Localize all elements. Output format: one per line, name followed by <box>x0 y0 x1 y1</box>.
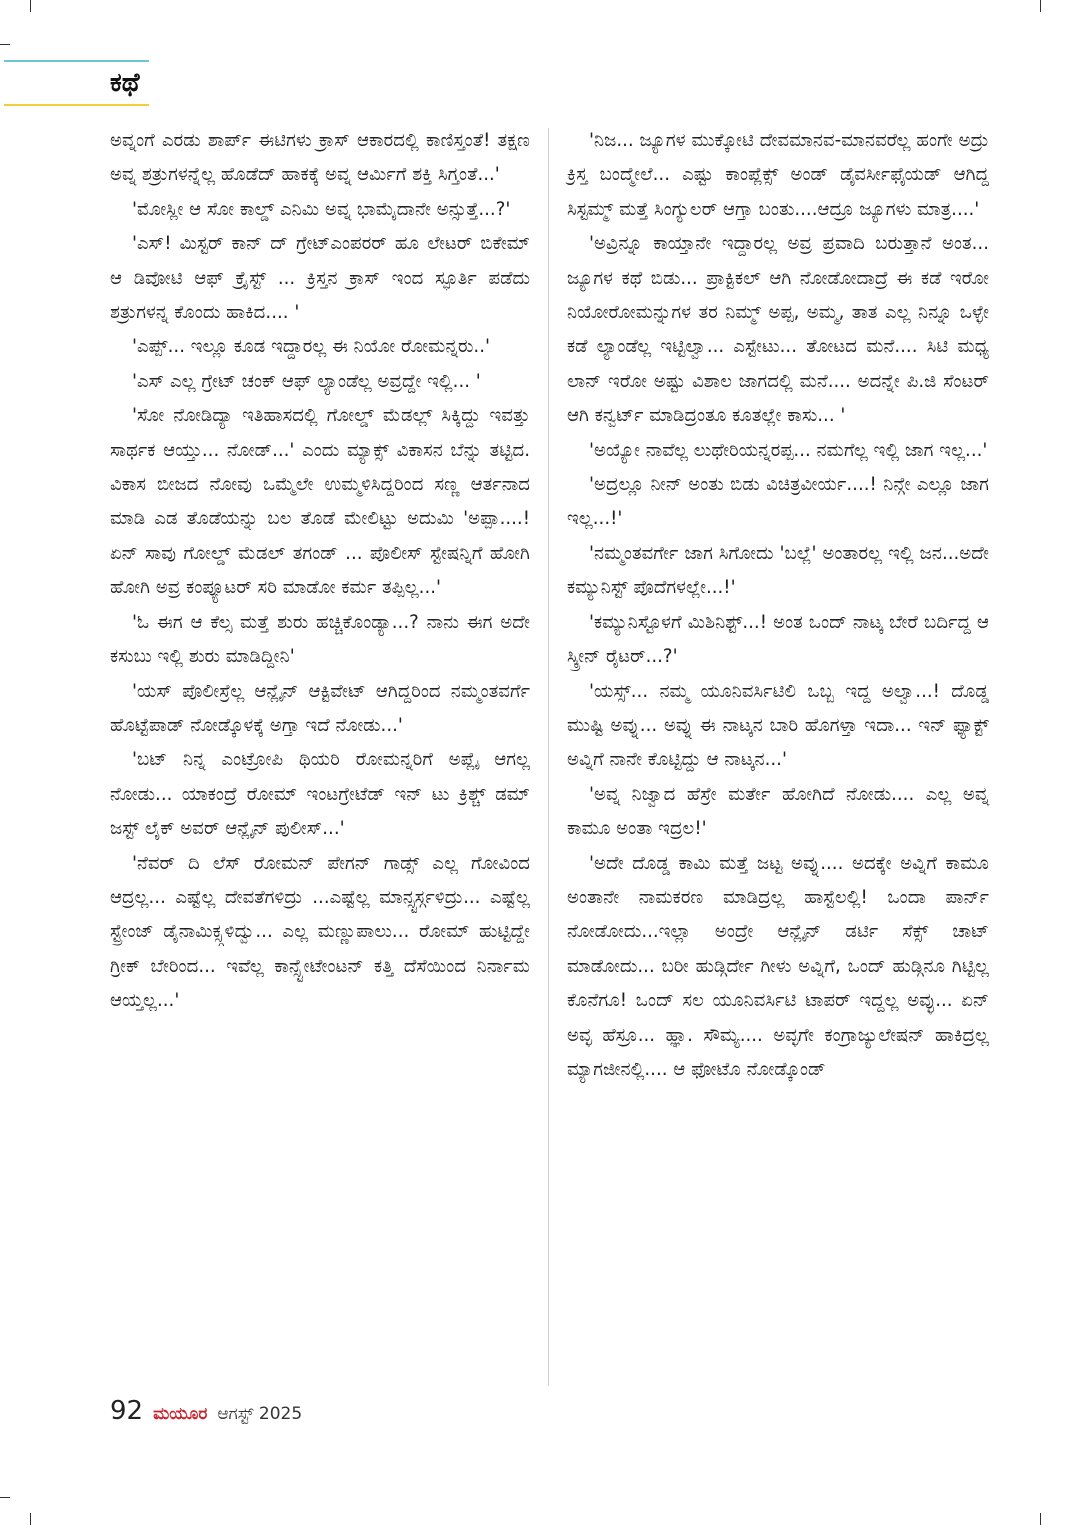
page-footer <box>110 1396 302 1426</box>
paragraph: 'ಓ ಈಗ ಆ ಕೆಲ್ಸ ಮತ್ತೆ ಶುರು ಹಚ್ಚಿಕೊಂಡ್ಯಾ...? ನಾನು ಈಗ ಅದೇ ಕಸುಬು ಇಲ್ಲಿ ಶುರು ಮಾಡಿದ್ದೀನಿ' <box>110 611 530 668</box>
paragraph: 'ಎಸ್ ಎಲ್ಲ ಗ್ರೇಟ್ ಚಂಕ್ ಆಫ್ ಲ್ಯಾಂಡೆಲ್ಲ ಅವ್ರದ್ದೇ ಇಲ್ಲಿ... ' <box>132 370 481 392</box>
paragraph: 'ಎಪ್ಪ್... ಇಲ್ಲೂ ಕೂಡ ಇದ್ದಾರಲ್ಲ ಈ ನಿಯೋ ರೋಮನ್ನರು..' <box>132 336 490 358</box>
crop-mark <box>1040 1513 1041 1525</box>
paragraph: 'ನಮ್ಮಂತವರ್ಗೇ ಜಾಗ ಸಿಗೋದು 'ಬಲ್ಲೆ' ಅಂತಾರಲ್ಲ ಇಲ್ಲಿ ಜನ...ಅದೇ ಕಮ್ಯುನಿಸ್ಟ್ ಪೊದೆಗಳಲ್ಲೇ...!' <box>567 542 989 599</box>
paragraph: 'ಅವ್ರಿನ್ನೂ ಕಾಯ್ತಾನೇ ಇದ್ದಾರಲ್ಲ ಅವ್ರ ಪ್ರವಾದಿ ಬರುತ್ತಾನೆ ಅಂತ... ಜ್ಯೂಗಳ ಕಥೆ ಬಿಡು... ಪ್ರಾಕ್ಟಿಕಲ್ ಆಗಿ ನೋಡೋದಾದ್ರೆ ಈ ಕಡೆ ಇರೋ ನಿಯೋರೋಮನ್ನುಗಳ ತರ ನಿಮ್ಮ್ ಅಪ್ಪ, ಅಮ್ಮ, ತಾತ ಎಲ್ಲ ನಿನ್ನೂ ಒಳ್ಳೇ ಕಡೆ ಲ್ಯಾಂಡೆಲ್ಲ ಇಟ್ಟಿಲ್ವಾ... ಎಸ್ಟೇಟು... ತೋಟದ ಮನೆ.... ಸಿಟಿ ಮಧ್ಯ ಲಾನ್ ಇರೋ ಅಷ್ಟು ವಿಶಾಲ ಜಾಗದಲ್ಲಿ ಮನೆ.... ಅದನ್ನೇ ಪಿ.ಜಿ ಸೆಂಟರ್ ಆಗಿ ಕನ್ವರ್ಟ್ ಮಾಡಿದ್ರಂತೂ ಕೂತಲ್ಲೇ ಕಾಸು... ' <box>567 233 989 427</box>
page-number: 92 <box>110 1396 144 1426</box>
section-title: ಕಥೆ <box>110 68 140 98</box>
paragraph: 'ನೆವರ್ ದಿ ಲೆಸ್ ರೋಮನ್ ಪೇಗನ್ ಗಾಡ್ಸ್ ಎಲ್ಲ ಗೋವಿಂದ ಆದ್ರಲ್ಲ... ಎಷ್ಟೆಲ್ಲ ದೇವತೆಗಳಿದ್ರು ...ಎಷ್ಟೆಲ್ಲ ಮಾನ್ಸ್ಟರ್ಸ್ಗಳಿದ್ರು... ಎಷ್ಟೆಲ್ಲ ಸ್ಟ್ರೇಂಜ್ ಡೈನಾಮಿಕ್ಸ್ಗಳಿದ್ವು... ಎಲ್ಲ ಮಣ್ಣುಪಾಲು... ರೋಮ್ ಹುಟ್ಟಿದ್ದೇ ಗ್ರೀಕ್ ಬೇರಿಂದ... ಇವೆಲ್ಲ ಕಾನ್ಸ್ಟೇಟೇಂಟನ್ ಕತ್ತಿ ದೆಸೆಯಿಂದ ನಿರ್ನಾಮ ಆಯ್ತಲ್ಲ...' <box>110 852 530 1012</box>
crop-mark <box>30 0 31 12</box>
paragraph: 'ಅದೇ ದೊಡ್ಡ ಕಾಮಿ ಮತ್ತೆ ಜಟ್ಟ ಅವ್ನು.... ಅದಕ್ಕೇ ಅವ್ನಿಗೆ ಕಾಮೂ ಅಂತಾನೇ ನಾಮಕರಣ ಮಾಡಿದ್ರಲ್ಲ ಹಾಸ್ಟೆಲಲ್ಲಿ! ಒಂದಾ ಪಾರ್ನ್ ನೋಡೋದು...ಇಲ್ಲಾ ಅಂದ್ರೇ ಆನ್ಲೈನ್ ಡರ್ಟಿ ಸೆಕ್ಸ್ ಚಾಟ್ ಮಾಡೋದು... ಬರೀ ಹುಡ್ಗಿರ್ದೇ ಗೀಳು ಅವ್ನಿಗೆ, ಒಂದ್ ಹುಡ್ಗಿನೂ ಗಿಟ್ಟಿಲ್ಲ ಕೊನೆಗೂ! ಒಂದ್ ಸಲ ಯೂನಿವರ್ಸಿಟಿ ಟಾಪರ್ ಇದ್ದಲ್ಲ ಅವ್ಳು... ಏನ್ ಅವ್ಳ ಹೆಸ್ರೂ... ಹ್ಞಾ. ಸೌಮ್ಯ.... ಅವ್ಳಗೇ ಕಂಗ್ರಾಜ್ಯುಲೇಷನ್ ಹಾಕಿದ್ರಲ್ಲ ಮ್ಯಾಗಜೀನಲ್ಲಿ.... ಆ ಫೋಟೊ ನೋಡ್ಕೊಂಡ್ <box>567 852 989 1080</box>
article-column-right <box>567 124 989 1087</box>
paragraph: 'ಯಸ್ ಪೊಲೀಸ್ರೆಲ್ಲ ಆನ್ಲೈನ್ ಆಕ್ಟಿವೇಟ್ ಆಗಿದ್ದರಿಂದ ನಮ್ಮಂತವರ್ಗೆ ಹೊಟ್ಟೆಪಾಡ್ ನೋಡ್ಕೊಳಕ್ಕೆ ಅಗ್ತಾ ಇದೆ ನೋಡು...' <box>110 680 530 736</box>
paragraph: 'ಅವ್ನ ನಿಜ್ವಾದ ಹೆಸ್ರೇ ಮರ್ತೇ ಹೋಗಿದೆ ನೋಡು.... ಎಲ್ಲ ಅವ್ನ ಕಾಮೂ ಅಂತಾ ಇದ್ರಲ!' <box>567 783 989 840</box>
paragraph: 'ಅಯ್ಯೋ ನಾವೆಲ್ಲ ಲುಥೇರಿಯನ್ನರಪ್ಪ... ನಮಗೆಲ್ಲ ಇಲ್ಲಿ ಜಾಗ ಇಲ್ಲ...' <box>589 439 988 461</box>
paragraph: 'ಅದ್ರಲ್ಲೂ ನೀನ್ ಅಂತು ಬಿಡು ವಿಚಿತ್ರವೀರ್ಯ....! ನಿನ್ಗೇ ಎಲ್ಲೂ ಜಾಗ ಇಲ್ಲ...!' <box>567 474 989 530</box>
crop-mark <box>0 44 10 45</box>
header-rule-cyan <box>4 60 149 62</box>
column-divider <box>548 128 549 1386</box>
paragraph: 'ಯಸ್ಸ್... ನಮ್ಮ ಯೂನಿವರ್ಸಿಟಿಲಿ ಒಬ್ಬ ಇದ್ದ ಅಲ್ವಾ...! ದೊಡ್ಡ ಮುಷ್ಟಿ ಅವ್ನು... ಅವ್ನು ಈ ನಾಟ್ಕನ ಬಾರಿ ಹೊಗಳ್ತಾ ಇದಾ... ಇನ್ ಫ್ಯಾಕ್ಟ್ ಅವ್ನಿಗೆ ನಾನೇ ಕೊಟ್ಟಿದ್ದು ಆ ನಾಟ್ಕನ...' <box>567 680 989 771</box>
magazine-logo: ಮಯೂರ <box>153 1404 208 1424</box>
paragraph: 'ಬಟ್ ನಿನ್ನ ಎಂಟ್ರೋಪಿ ಥಿಯರಿ ರೋಮನ್ನರಿಗೆ ಅಪ್ಲೈ ಆಗಲ್ಲ ನೋಡು... ಯಾಕಂದ್ರೆ ರೋಮ್ ಇಂಟಗ್ರೇಟೆಡ್ ಇನ್ ಟು ಕ್ರಿಶ್ಚ್ ಡಮ್ ಜಸ್ಟ್ ಲೈಕ್ ಅವರ್ ಆನ್ಲೈನ್ ಪುಲೀಸ್...' <box>110 749 530 840</box>
issue-date: ಆಗಸ್ಟ್ 2025 <box>217 1404 303 1424</box>
paragraph: 'ಮೋಸ್ಲೀ ಆ ಸೋ ಕಾಲ್ಡ್ ಎನಿಮಿ ಅವ್ನ ಭಾಮೈದಾನೇ ಅನ್ಸುತ್ತೆ...?' <box>132 198 511 220</box>
header-rule-yellow <box>4 104 149 106</box>
crop-mark <box>1040 0 1041 12</box>
paragraph: 'ಸೋ ನೋಡಿದ್ಯಾ ಇತಿಹಾಸದಲ್ಲಿ ಗೋಲ್ಡ್ ಮೆಡಲ್ಲ್ ಸಿಕ್ಕಿದ್ದು ಇವತ್ತು ಸಾರ್ಥಕ ಆಯ್ತು... ನೋಡ್...' ಎಂದು ಮ್ಯಾಕ್ಸ್ ವಿಕಾಸನ ಬೆನ್ನು ತಟ್ಟಿದ. ವಿಕಾಸ ಬೀಜದ ನೋವು ಒಮ್ಮೆಲೇ ಉಮ್ಮಳಿಸಿದ್ದರಿಂದ ಸಣ್ಣ ಆರ್ತನಾದ ಮಾಡಿ ಎಡ ತೊಡೆಯನ್ನು ಬಲ ತೊಡೆ ಮೇಲಿಟ್ಟು ಅದುಮಿ 'ಅಪ್ಪಾ....! ಏನ್ ಸಾವು ಗೋಲ್ಡ್ ಮೆಡಲ್ ತಗಂಡ್ ... ಪೊಲೀಸ್ ಸ್ಟೇಷನ್ನಿಗೆ ಹೋಗಿ ಹೋಗಿ ಅವ್ರ ಕಂಪ್ಯೂಟರ್ ಸರಿ ಮಾಡೋ ಕರ್ಮ ತಪ್ಪಿಲ್ಲ...' <box>110 405 530 599</box>
paragraph: 'ಎಸ್! ಮಿಸ್ಟರ್ ಕಾನ್ ದ್ ಗ್ರೇಟ್ಎಂಪರರ್ ಹೂ ಲೇಟರ್ ಬಿಕೇಮ್ ಆ ಡಿವೋಟಿ ಆಫ್ ಕ್ರೈಸ್ಟ್ ... ಕ್ರಿಸ್ತನ ಕ್ರಾಸ್ ಇಂದ ಸ್ಫೂರ್ತಿ ಪಡೆದು ಶತ್ರುಗಳನ್ನ ಕೊಂದು ಹಾಕಿದ.... ' <box>110 233 530 324</box>
crop-mark <box>30 1513 31 1525</box>
paragraph: 'ನಿಜ... ಜ್ಯೂಗಳ ಮುಕ್ಕೋಟಿ ದೇವಮಾನವ-ಮಾನವರೆಲ್ಲ ಹಂಗೇ ಅದ್ರು ಕ್ರಿಸ್ತ ಬಂದ್ಮೇಲೆ... ಎಷ್ಟು ಕಾಂಪ್ಲೆಕ್ಸ್ ಅಂಡ್ ಡೈವರ್ಸೀಫೈಯಡ್ ಆಗಿದ್ದ ಸಿಸ್ಟಮ್ಮ್ ಮತ್ತೆ ಸಿಂಗ್ಯುಲರ್ ಆಗ್ತಾ ಬಂತು....ಆದ್ರೂ ಜ್ಯೂಗಳು ಮಾತ್ರ....' <box>567 130 989 220</box>
paragraph: 'ಕಮ್ಯುನಿಸ್ಟೊಳಗೆ ಮಿಶಿನಿಶ್ಟ್...! ಅಂತ ಒಂದ್ ನಾಟ್ಕ ಬೇರೆ ಬರ್ದಿದ್ದ ಆ ಸ್ಕ್ರೀನ್ ರೈಟರ್...?' <box>567 611 989 668</box>
article-column-left <box>110 124 530 1019</box>
crop-mark <box>0 1497 10 1498</box>
paragraph: ಅವ್ನಂಗೆ ಎರಡು ಶಾರ್ಪ್ ಈಟಿಗಳು ಕ್ರಾಸ್ ಆಕಾರದಲ್ಲಿ ಕಾಣಿಸ್ತಂತೆ! ತಕ್ಷಣ ಅವ್ನ ಶತ್ರುಗಳನ್ನೆಲ್ಲ ಹೊಡೆದ್ ಹಾಕಕ್ಕೆ ಅವ್ನ ಆರ್ಮಿಗೆ ಶಕ್ತಿ ಸಿಗ್ತಂತೆ...' <box>110 130 530 186</box>
